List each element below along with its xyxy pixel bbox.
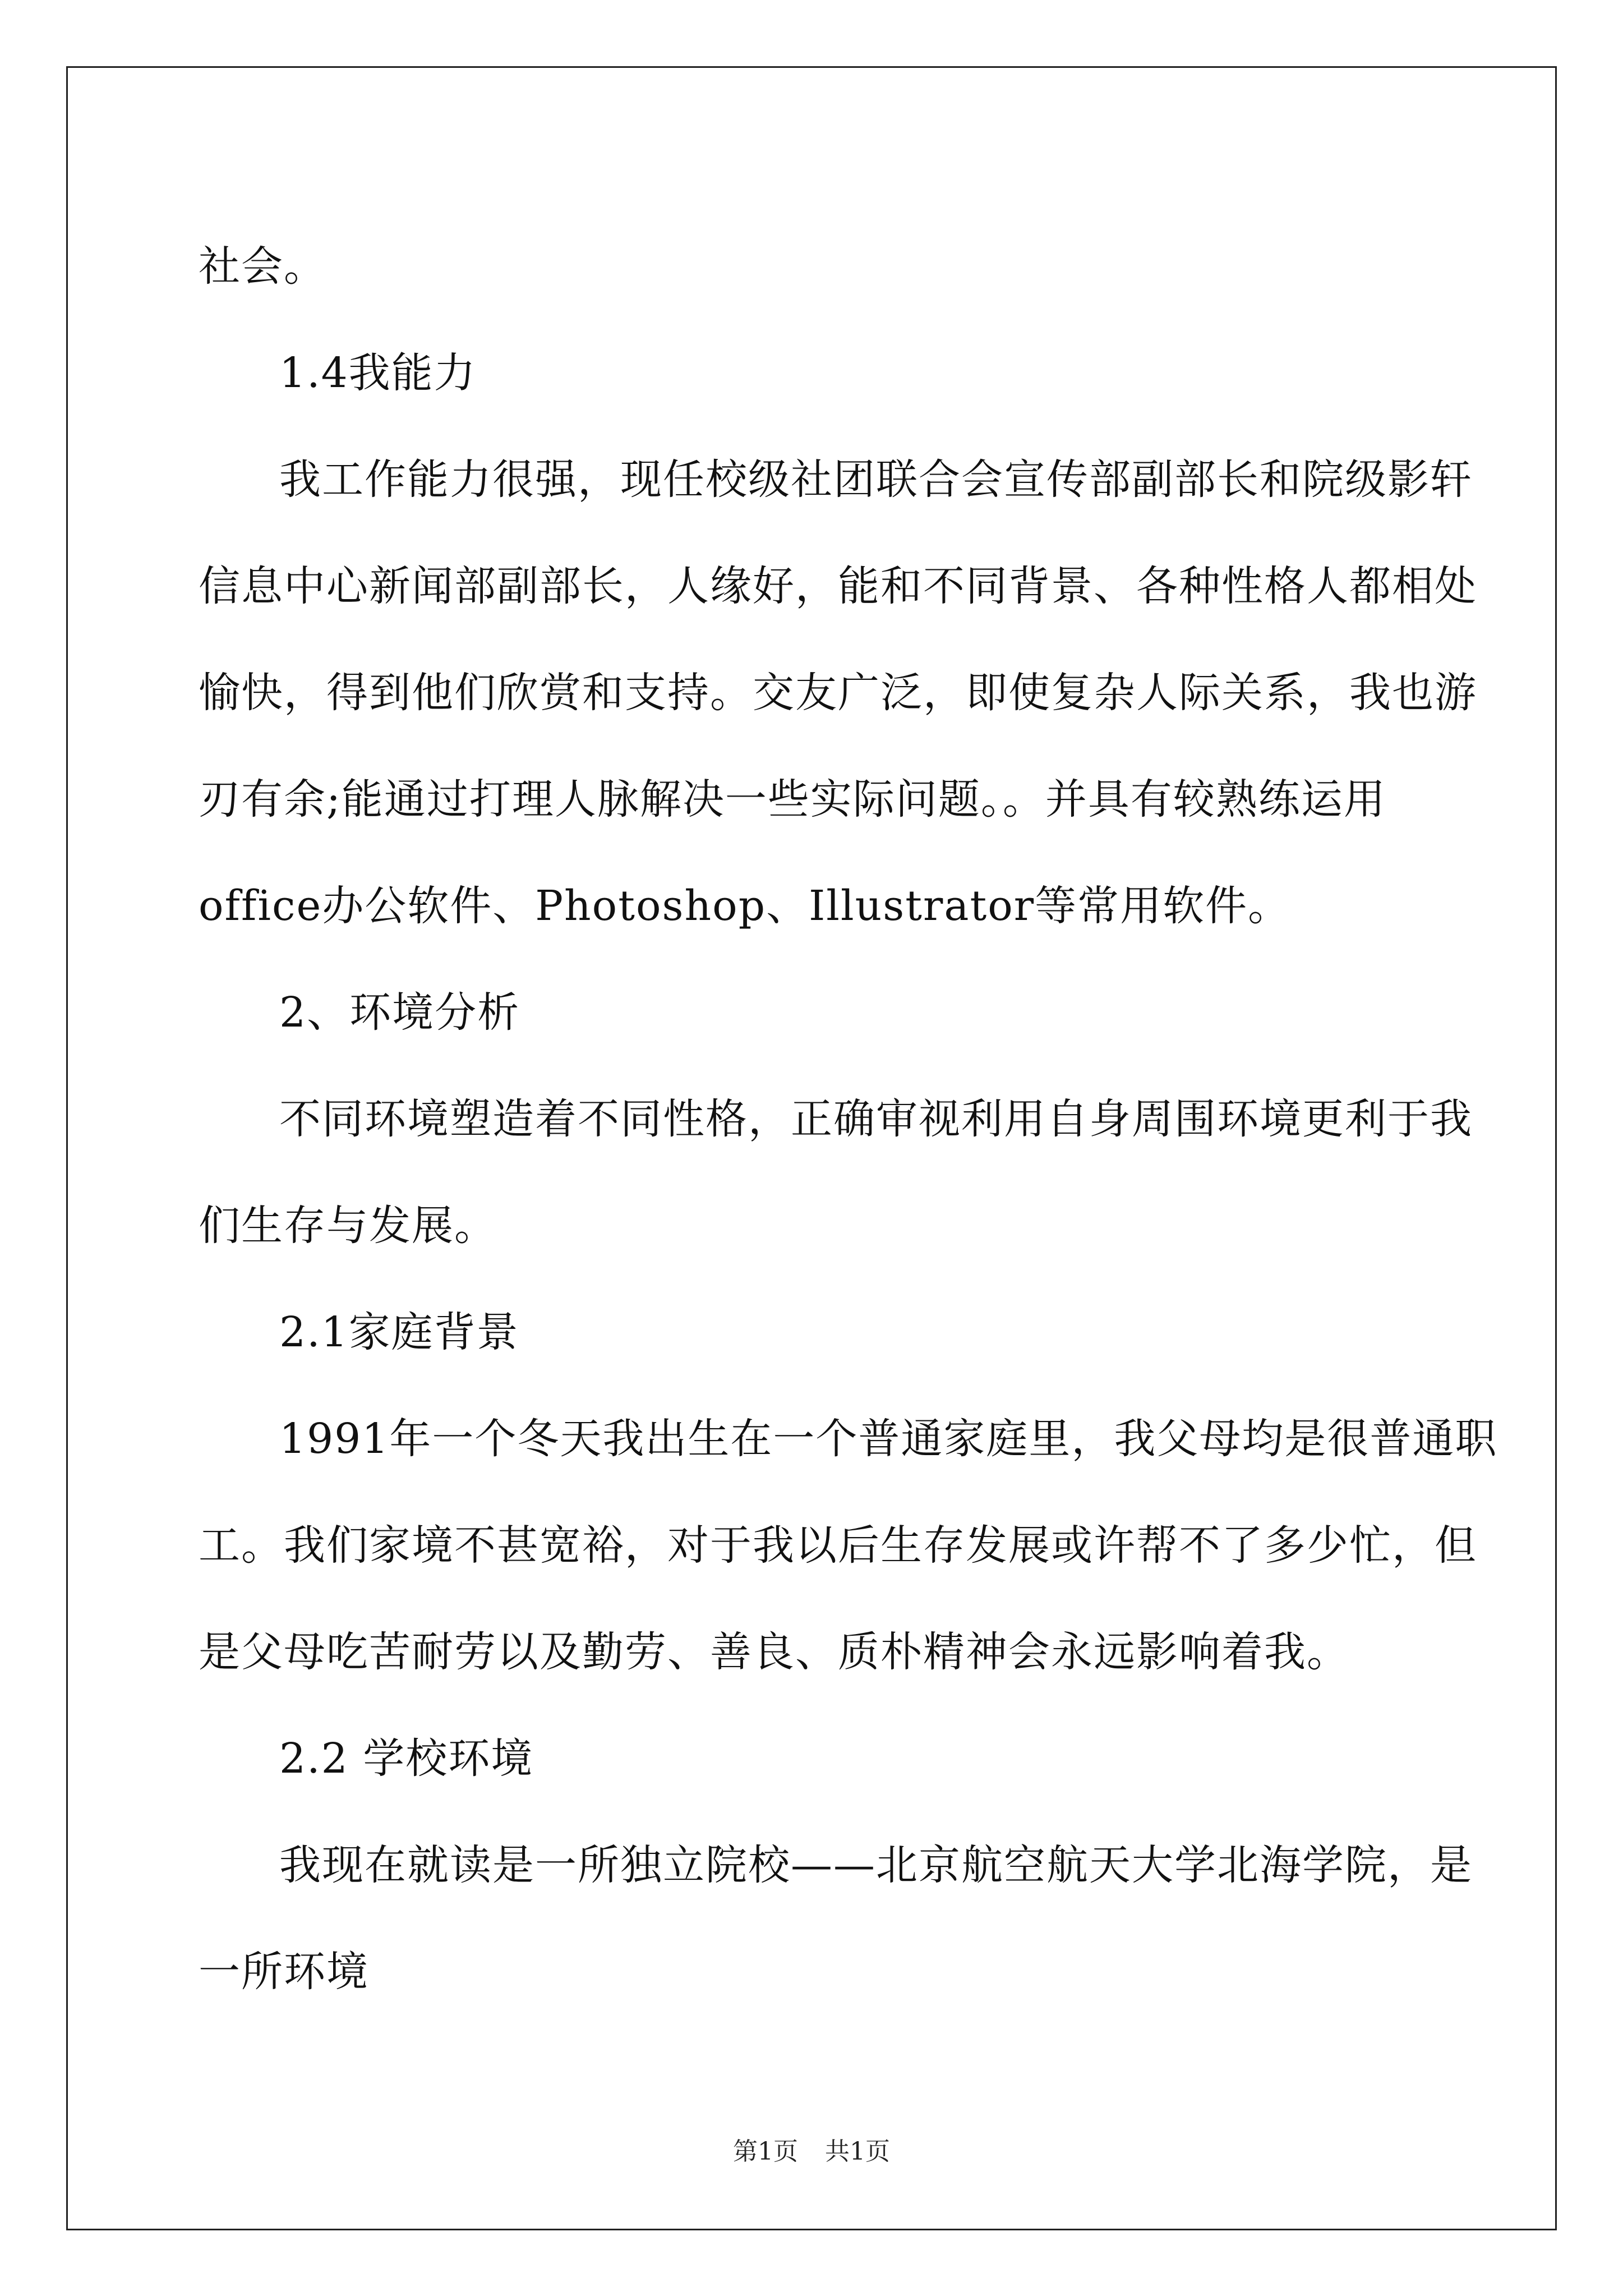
text-line: 我工作能力很强，现任校级社团联合会宣传部副部长和院级影轩: [279, 455, 1473, 504]
section-heading: 2、环境分析: [279, 988, 520, 1037]
text-line: 社会。: [199, 242, 326, 291]
page-number: 第1页: [733, 2137, 798, 2166]
text-line: 愉快，得到他们欣赏和支持。交友广泛，即使复杂人际关系，我也游: [199, 669, 1477, 717]
text-line: 我现在就读是一所独立院校——北京航空航天大学北海学院，是: [279, 1841, 1473, 1889]
text-line: office办公软件、Photoshop、Illustrator等常用软件。: [199, 882, 1291, 930]
section-heading: 2.1家庭背景: [279, 1308, 519, 1356]
section-heading: 2.2 学校环境: [279, 1734, 534, 1783]
document-body: [199, 213, 1498, 2025]
page-total: 共1页: [825, 2137, 890, 2166]
text-line: 工。我们家境不甚宽裕，对于我以后生存发展或许帮不了多少忙，但: [199, 1521, 1477, 1570]
text-line: 一所环境: [199, 1948, 369, 1996]
text-line: 是父母吃苦耐劳以及勤劳、善良、质朴精神会永远影响着我。: [199, 1628, 1349, 1676]
page-footer: [0, 2135, 1623, 2169]
section-heading: 1.4我能力: [279, 349, 477, 397]
text-line: 不同环境塑造着不同性格，正确审视利用自身周围环境更利于我: [279, 1095, 1473, 1143]
text-line: 刃有余;能通过打理人脉解决一些实际问题。。并具有较熟练运用: [199, 775, 1386, 823]
text-line: 们生存与发展。: [199, 1202, 497, 1250]
text-line: 信息中心新闻部副部长，人缘好，能和不同背景、各种性格人都相处: [199, 562, 1477, 610]
text-line: 1991年一个冬天我出生在一个普通家庭里，我父母均是很普通职: [279, 1415, 1498, 1463]
